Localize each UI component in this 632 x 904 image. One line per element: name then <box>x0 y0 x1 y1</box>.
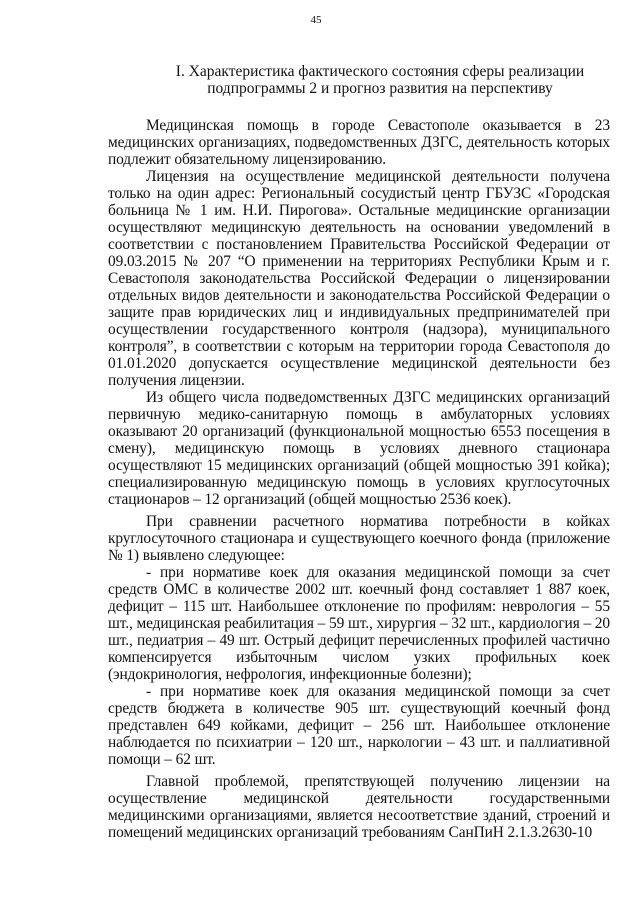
paragraph-organizations: Из общего числа подведомственных ДЗГС медицинских организаций первичную медико-санитарную помощь в амбулаторных условиях оказывают 20 организаций (функциональной мощностью 6553 посещения в смену), медицинскую помощь в условиях дневного стационара осуществляют 15 медицинских организаций (общей мощностью 391 койка); специализированную медицинскую помощь в условиях круглосуточных стационаров – 12 организаций (общей мощностью 2536 коек). <box>108 389 610 508</box>
paragraph-bed-comparison: При сравнении расчетного норматива потребности в койках круглосуточного стационара и существующего коечного фонда (приложение № 1) выявлено следующее: <box>108 513 610 564</box>
paragraph-budget-beds: - при нормативе коек для оказания медицинской помощи за счет средств бюджета в количестве 905 шт. существующий коечный фонд представлен 649 койками, дефицит – 256 шт. Наибольшее отклонение наблюдается по психиатрии – 120 шт., наркологии – 43 шт. и паллиативной помощи – 62 шт. <box>108 683 610 768</box>
paragraph-main-problem: Главной проблемой, препятствующей получению лицензии на осуществление медицинской деятельности государственными медицинскими организациями, является несоответствие зданий, строений и помещений медицинских организаций требованиям СанПиН 2.1.3.2630-10 <box>108 773 610 841</box>
document-body <box>108 117 610 841</box>
paragraph-oms-beds: - при нормативе коек для оказания медицинской помощи за счет средств ОМС в количестве 2002 шт. коечный фонд составляет 1 887 коек, дефицит – 115 шт. Наибольшее отклонение по профилям: неврология – 55 шт., медицинская реабилитация – 59 шт., хирургия – 32 шт., кардиология – 20 шт., педиатрия – 49 шт. Острый дефицит перечисленных профилей частично компенсируется избыточным числом узких профильных коек (эндокринология, нефрология, инфекционные болезни); <box>108 564 610 683</box>
section-heading <box>150 63 610 97</box>
paragraph-intro: Медицинская помощь в городе Севастополе оказывается в 23 медицинских организациях, подведомственных ДЗГС, деятельность которых подлежит обязательному лицензированию. <box>108 117 610 168</box>
section-heading-line-1: I. Характеристика фактического состояния сферы реализации <box>175 63 585 80</box>
page-number: 45 <box>310 14 322 26</box>
section-heading-line-2: подпрограммы 2 и прогноз развития на перспективу <box>207 80 553 97</box>
paragraph-license: Лицензия на осуществление медицинской деятельности получена только на один адрес: Региональный сосудистый центр ГБУЗС «Городская больница № 1 им. Н.И. Пирогова». Остальные медицинские организации осуществляют медицинскую деятельность на основании уведомлений в соответствии с постановлением Правительства Российской Федерации от 09.03.2015 № 207 “О применении на территориях Республики Крым и г. Севастополя законодательства Российской Федерации о лицензировании отдельных видов деятельности и законодательства Российской Федерации о защите прав юридических лиц и индивидуальных предпринимателей при осуществлении государственного контроля (надзора), муниципального контроля”, в соответствии с которым на территории города Севастополя до 01.01.2020 допускается осуществление медицинской деятельности без получения лицензии. <box>108 168 610 389</box>
